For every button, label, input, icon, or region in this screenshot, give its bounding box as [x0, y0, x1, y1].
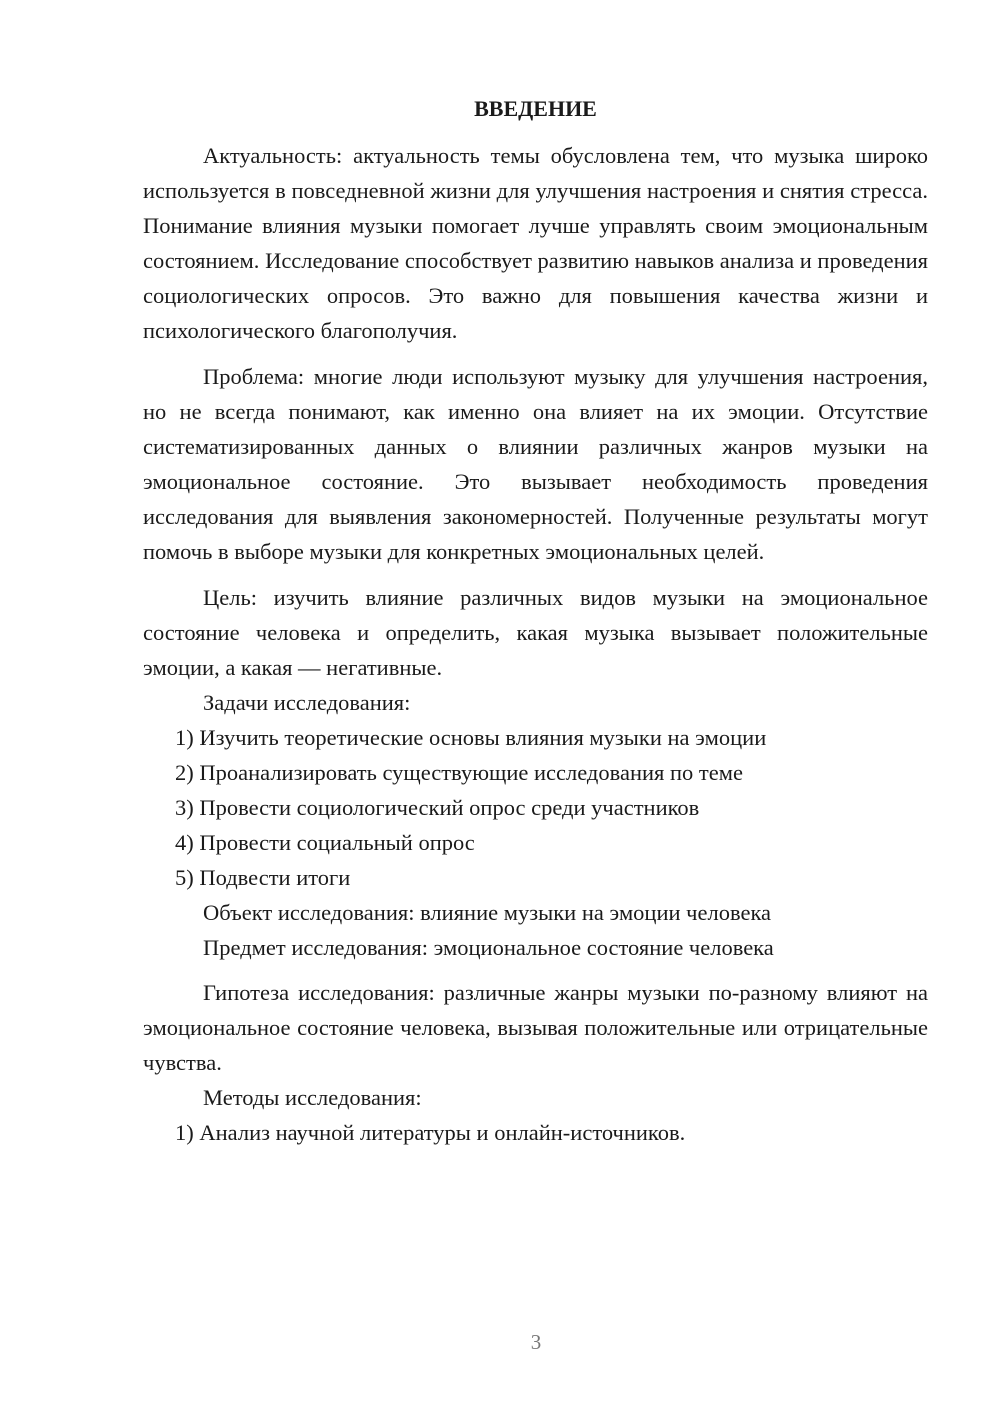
goal-paragraph: Цель: изучить влияние различных видов музыки на эмоциональное состояние человека и определить, какая музыка вызывает положительные эмоции, а какая — негативные.: [143, 585, 928, 680]
task-item: 4) Провести социальный опрос: [175, 830, 475, 855]
object-line: Объект исследования: влияние музыки на эмоции человека: [203, 900, 772, 925]
relevance-paragraph: Актуальность: актуальность темы обусловлена тем, что музыка широко используется в повседневной жизни для улучшения настроения и снятия стресса. Понимание влияния музыки помогает лучше управлять своим эмоциональным состоянием. Исследование способствует развитию навыков анализа и проведения социологических опросов. Это важно для повышения качества жизни и психологического благополучия.: [143, 143, 928, 343]
task-item: 1) Изучить теоретические основы влияния музыки на эмоции: [175, 725, 767, 750]
task-item: 3) Провести социологический опрос среди участников: [175, 795, 700, 820]
page-body: [143, 94, 928, 1150]
page-number: 3: [530, 1330, 542, 1354]
methods-title: Методы исследования:: [203, 1085, 422, 1110]
tasks-title: Задачи исследования:: [203, 690, 411, 715]
problem-paragraph: Проблема: многие люди используют музыку для улучшения настроения, но не всегда понимают, как именно она влияет на их эмоции. Отсутствие систематизированных данных о влиянии различных жанров музыки на эмоциональное состояние. Это вызывает необходимость проведения исследования для выявления закономерностей. Полученные результаты могут помочь в выборе музыки для конкретных эмоциональных целей.: [143, 364, 928, 564]
section-heading: ВВЕДЕНИЕ: [474, 96, 597, 121]
hypothesis-paragraph: Гипотеза исследования: различные жанры музыки по-разному влияют на эмоциональное состояние человека, вызывая положительные или отрицательные чувства.: [143, 980, 928, 1075]
subject-line: Предмет исследования: эмоциональное состояние человека: [203, 935, 774, 960]
method-item: 1) Анализ научной литературы и онлайн-источников.: [175, 1120, 686, 1145]
task-item: 5) Подвести итоги: [175, 865, 351, 890]
task-item: 2) Проанализировать существующие исследования по теме: [175, 760, 743, 785]
